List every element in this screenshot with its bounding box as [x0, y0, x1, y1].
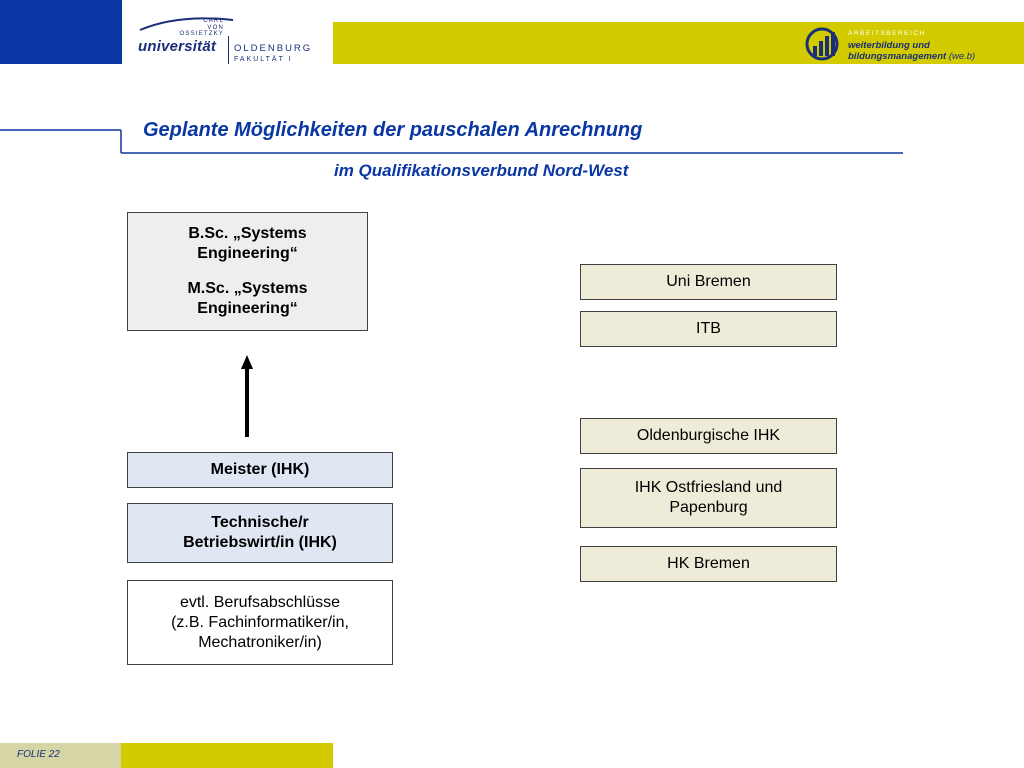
- meister-label: Meister (IHK): [210, 461, 310, 478]
- berufsabschluesse-box: [127, 580, 393, 665]
- degrees-box: [127, 212, 368, 331]
- betriebswirt-label: Technische/r Betriebswirt/in (IHK): [183, 514, 337, 551]
- partner-box-itb: [580, 311, 837, 347]
- partner-box-hk-bremen: [580, 546, 837, 582]
- web-logo-line3-main: bildungsmanagement: [848, 51, 947, 62]
- logo-divider: [228, 36, 229, 64]
- web-logo-line2: weiterbildung und: [848, 40, 930, 51]
- web-logo-line3: [848, 51, 975, 62]
- header-blue-block: [0, 0, 122, 64]
- web-logo-line1: ARBEITSBEREICH: [848, 30, 926, 37]
- berufs-line1: evtl. Berufsabschlüsse: [179, 593, 341, 611]
- slide-number-label: FOLIE 22: [17, 749, 60, 760]
- partner-label: ITB: [696, 320, 721, 337]
- degree-msc: M.Sc. „Systems Engineering“: [187, 280, 308, 317]
- arrow-up-icon: [237, 355, 257, 437]
- footer-olive-bar: [121, 743, 333, 768]
- partner-box-uni-bremen: [580, 264, 837, 300]
- degree-bsc: B.Sc. „Systems Engineering“: [188, 225, 307, 262]
- partner-label: Oldenburgische IHK: [636, 427, 781, 444]
- logo-oldenburg: OLDENBURG: [234, 43, 313, 54]
- berufs-line2: (z.B. Fachinformatiker/in,: [171, 613, 349, 631]
- meister-box: [127, 452, 393, 488]
- bar-chart-circle-icon: [804, 26, 840, 62]
- partner-label: HK Bremen: [667, 555, 750, 572]
- berufs-line3: Mechatroniker/in): [198, 633, 322, 651]
- logo-carl-von-ossietzky: CARL VON OSSIETZKY: [179, 18, 224, 37]
- web-logo-line3-suffix: (we.b): [948, 51, 976, 62]
- partner-box-ihk-ostfriesland: [580, 468, 837, 528]
- partner-box-oldenburgische-ihk: [580, 418, 837, 454]
- betriebswirt-box: [127, 503, 393, 563]
- partner-label: IHK Ostfriesland und Papenburg: [634, 479, 783, 516]
- university-logo: [138, 12, 328, 66]
- logo-fakultaet: FAKULTÄT I: [234, 56, 293, 63]
- logo-universitaet: universität: [138, 38, 217, 55]
- slide-subtitle: im Qualifikationsverbund Nord-West: [334, 161, 629, 180]
- footer-slide-number: [0, 743, 121, 768]
- web-logo: [804, 26, 1024, 64]
- partner-label: Uni Bremen: [666, 273, 751, 290]
- slide-title: Geplante Möglichkeiten der pauschalen Anrechnung: [143, 119, 643, 141]
